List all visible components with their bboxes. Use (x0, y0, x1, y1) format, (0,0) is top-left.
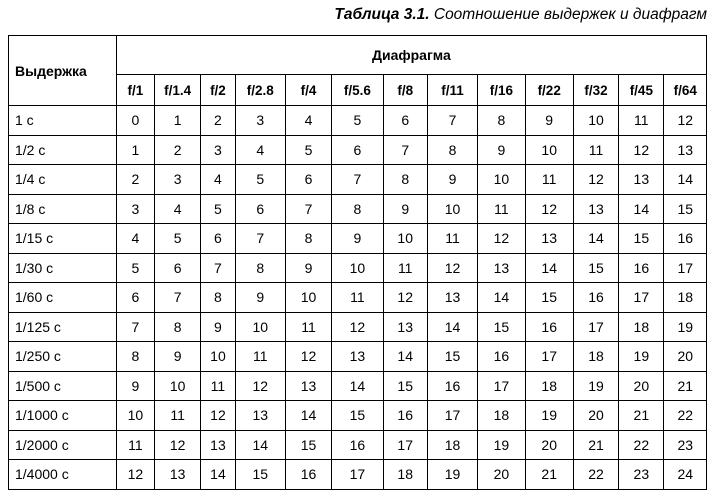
ev-value-cell: 14 (573, 224, 618, 254)
shutter-cell: 1/500 с (9, 371, 117, 401)
ev-value-cell: 3 (235, 106, 285, 136)
ev-value-cell: 10 (525, 135, 573, 165)
ev-value-cell: 7 (116, 312, 154, 342)
ev-value-cell: 12 (573, 165, 618, 195)
shutter-cell: 1 с (9, 106, 117, 136)
ev-value-cell: 12 (383, 283, 427, 313)
ev-value-cell: 5 (285, 135, 331, 165)
caption-number: Таблица 3.1. (334, 6, 430, 23)
ev-value-cell: 12 (427, 253, 477, 283)
caption-title: Соотношение выдержек и диафрагм (429, 6, 707, 23)
table-row (9, 342, 707, 372)
ev-value-cell: 13 (235, 401, 285, 431)
ev-value-cell: 5 (155, 224, 201, 254)
ev-value-cell: 0 (116, 106, 154, 136)
ev-value-cell: 13 (201, 430, 235, 460)
ev-value-cell: 1 (116, 135, 154, 165)
ev-value-cell: 5 (116, 253, 154, 283)
ev-value-cell: 14 (478, 283, 525, 313)
table-body (9, 106, 707, 490)
ev-value-cell: 21 (525, 460, 573, 490)
aperture-header-cell: f/22 (525, 75, 573, 106)
ev-value-cell: 18 (478, 401, 525, 431)
ev-value-cell: 19 (619, 342, 664, 372)
ev-value-cell: 9 (383, 194, 427, 224)
shutter-cell: 1/2 с (9, 135, 117, 165)
aperture-header-cell: f/2.8 (235, 75, 285, 106)
ev-value-cell: 3 (201, 135, 235, 165)
table-row (9, 224, 707, 254)
ev-value-cell: 15 (285, 430, 331, 460)
ev-value-cell: 6 (285, 165, 331, 195)
aperture-header-cell: f/32 (573, 75, 618, 106)
ev-value-cell: 10 (332, 253, 383, 283)
aperture-header-cell: f/64 (664, 75, 707, 106)
ev-value-cell: 9 (525, 106, 573, 136)
ev-value-cell: 5 (235, 165, 285, 195)
ev-value-cell: 19 (664, 312, 707, 342)
ev-value-cell: 24 (664, 460, 707, 490)
ev-value-cell: 17 (478, 371, 525, 401)
ev-value-cell: 16 (332, 430, 383, 460)
ev-value-cell: 21 (664, 371, 707, 401)
aperture-header-cell: f/45 (619, 75, 664, 106)
ev-value-cell: 8 (285, 224, 331, 254)
ev-value-cell: 2 (201, 106, 235, 136)
ev-value-cell: 20 (619, 371, 664, 401)
table-row (9, 165, 707, 195)
ev-value-cell: 17 (573, 312, 618, 342)
ev-value-cell: 17 (525, 342, 573, 372)
shutter-cell: 1/15 с (9, 224, 117, 254)
ev-value-cell: 18 (383, 460, 427, 490)
ev-value-cell: 23 (664, 430, 707, 460)
ev-value-cell: 8 (383, 165, 427, 195)
ev-value-cell: 18 (573, 342, 618, 372)
ev-value-cell: 8 (478, 106, 525, 136)
ev-value-cell: 8 (116, 342, 154, 372)
ev-value-cell: 8 (332, 194, 383, 224)
ev-value-cell: 9 (235, 283, 285, 313)
ev-value-cell: 12 (116, 460, 154, 490)
ev-value-cell: 12 (478, 224, 525, 254)
ev-value-cell: 7 (427, 106, 477, 136)
ev-value-cell: 14 (201, 460, 235, 490)
ev-value-cell: 13 (664, 135, 707, 165)
ev-value-cell: 15 (235, 460, 285, 490)
ev-value-cell: 17 (383, 430, 427, 460)
ev-value-cell: 19 (478, 430, 525, 460)
ev-value-cell: 15 (525, 283, 573, 313)
shutter-cell: 1/4 с (9, 165, 117, 195)
ev-value-cell: 18 (525, 371, 573, 401)
ev-value-cell: 16 (525, 312, 573, 342)
table-row (9, 312, 707, 342)
ev-value-cell: 4 (116, 224, 154, 254)
ev-value-cell: 4 (155, 194, 201, 224)
aperture-header-cell: f/16 (478, 75, 525, 106)
table-row (9, 194, 707, 224)
ev-value-cell: 12 (201, 401, 235, 431)
ev-value-cell: 14 (383, 342, 427, 372)
ev-value-cell: 20 (478, 460, 525, 490)
ev-value-cell: 8 (235, 253, 285, 283)
table-row (9, 283, 707, 313)
aperture-header-cell: f/11 (427, 75, 477, 106)
ev-value-cell: 13 (619, 165, 664, 195)
ev-value-cell: 15 (478, 312, 525, 342)
ev-value-cell: 20 (525, 430, 573, 460)
shutter-column-header: Выдержка (9, 36, 117, 106)
ev-value-cell: 16 (285, 460, 331, 490)
shutter-cell: 1/30 с (9, 253, 117, 283)
table-row (9, 460, 707, 490)
ev-value-cell: 16 (664, 224, 707, 254)
ev-value-cell: 7 (383, 135, 427, 165)
ev-value-cell: 1 (155, 106, 201, 136)
ev-value-cell: 12 (235, 371, 285, 401)
ev-value-cell: 14 (332, 371, 383, 401)
aperture-header-cell: f/4 (285, 75, 331, 106)
ev-value-cell: 10 (383, 224, 427, 254)
table-row (9, 135, 707, 165)
ev-value-cell: 11 (478, 194, 525, 224)
ev-value-cell: 2 (155, 135, 201, 165)
aperture-header-cell: f/1.4 (155, 75, 201, 106)
ev-value-cell: 17 (332, 460, 383, 490)
ev-value-cell: 15 (332, 401, 383, 431)
ev-value-cell: 4 (285, 106, 331, 136)
ev-value-cell: 10 (573, 106, 618, 136)
ev-value-cell: 13 (573, 194, 618, 224)
ev-value-cell: 11 (427, 224, 477, 254)
ev-value-cell: 18 (427, 430, 477, 460)
ev-value-cell: 11 (383, 253, 427, 283)
ev-value-cell: 15 (664, 194, 707, 224)
table-row (9, 430, 707, 460)
aperture-header-cell: f/1 (116, 75, 154, 106)
ev-value-cell: 8 (201, 283, 235, 313)
ev-value-cell: 12 (332, 312, 383, 342)
ev-value-cell: 11 (155, 401, 201, 431)
ev-value-cell: 20 (664, 342, 707, 372)
ev-value-cell: 10 (285, 283, 331, 313)
ev-value-cell: 12 (155, 430, 201, 460)
ev-value-cell: 3 (155, 165, 201, 195)
ev-value-cell: 6 (235, 194, 285, 224)
ev-value-cell: 4 (235, 135, 285, 165)
table-caption (334, 6, 707, 24)
ev-value-cell: 10 (155, 371, 201, 401)
ev-value-cell: 11 (525, 165, 573, 195)
table-row (9, 106, 707, 136)
ev-value-cell: 13 (332, 342, 383, 372)
ev-value-cell: 6 (116, 283, 154, 313)
ev-value-cell: 14 (235, 430, 285, 460)
ev-value-cell: 2 (116, 165, 154, 195)
ev-value-cell: 14 (664, 165, 707, 195)
ev-value-cell: 19 (427, 460, 477, 490)
ev-value-cell: 8 (155, 312, 201, 342)
ev-value-cell: 13 (383, 312, 427, 342)
ev-value-cell: 16 (573, 283, 618, 313)
ev-value-cell: 18 (619, 312, 664, 342)
ev-value-cell: 15 (383, 371, 427, 401)
ev-value-cell: 5 (201, 194, 235, 224)
ev-value-cell: 15 (427, 342, 477, 372)
ev-value-cell: 9 (427, 165, 477, 195)
ev-value-cell: 9 (116, 371, 154, 401)
ev-value-cell: 12 (525, 194, 573, 224)
aperture-header-cell: f/8 (383, 75, 427, 106)
ev-value-cell: 7 (285, 194, 331, 224)
aperture-header-cell: f/2 (201, 75, 235, 106)
shutter-cell: 1/125 с (9, 312, 117, 342)
ev-value-cell: 22 (573, 460, 618, 490)
shutter-cell: 1/8 с (9, 194, 117, 224)
ev-value-cell: 11 (201, 371, 235, 401)
ev-value-cell: 16 (383, 401, 427, 431)
ev-value-cell: 16 (478, 342, 525, 372)
ev-value-cell: 17 (664, 253, 707, 283)
ev-value-cell: 9 (155, 342, 201, 372)
ev-value-cell: 9 (332, 224, 383, 254)
ev-value-cell: 13 (427, 283, 477, 313)
ev-value-cell: 13 (525, 224, 573, 254)
ev-value-cell: 6 (155, 253, 201, 283)
ev-value-cell: 10 (478, 165, 525, 195)
ev-value-cell: 13 (155, 460, 201, 490)
ev-value-cell: 14 (427, 312, 477, 342)
ev-value-cell: 7 (235, 224, 285, 254)
shutter-cell: 1/250 с (9, 342, 117, 372)
ev-value-cell: 10 (427, 194, 477, 224)
ev-value-cell: 20 (573, 401, 618, 431)
aperture-header-cell: f/5.6 (332, 75, 383, 106)
shutter-cell: 1/4000 с (9, 460, 117, 490)
ev-value-cell: 19 (573, 371, 618, 401)
ev-value-cell: 6 (332, 135, 383, 165)
ev-value-cell: 9 (201, 312, 235, 342)
ev-value-cell: 17 (427, 401, 477, 431)
ev-value-cell: 21 (619, 401, 664, 431)
ev-value-cell: 13 (478, 253, 525, 283)
ev-value-cell: 22 (619, 430, 664, 460)
ev-value-cell: 14 (619, 194, 664, 224)
ev-value-cell: 12 (619, 135, 664, 165)
ev-value-cell: 5 (332, 106, 383, 136)
aperture-group-header: Диафрагма (116, 36, 706, 75)
ev-value-cell: 7 (201, 253, 235, 283)
ev-value-cell: 16 (427, 371, 477, 401)
ev-value-cell: 8 (427, 135, 477, 165)
ev-value-cell: 11 (235, 342, 285, 372)
ev-value-cell: 22 (664, 401, 707, 431)
ev-value-cell: 11 (332, 283, 383, 313)
ev-value-cell: 15 (573, 253, 618, 283)
ev-value-cell: 9 (478, 135, 525, 165)
ev-value-cell: 12 (285, 342, 331, 372)
ev-value-cell: 6 (383, 106, 427, 136)
ev-value-cell: 23 (619, 460, 664, 490)
ev-value-cell: 11 (619, 106, 664, 136)
header-row-top (9, 36, 707, 75)
ev-value-cell: 15 (619, 224, 664, 254)
ev-value-cell: 13 (285, 371, 331, 401)
ev-value-cell: 11 (285, 312, 331, 342)
ev-value-cell: 17 (619, 283, 664, 313)
ev-value-cell: 21 (573, 430, 618, 460)
ev-value-cell: 14 (285, 401, 331, 431)
ev-value-cell: 4 (201, 165, 235, 195)
ev-value-cell: 11 (116, 430, 154, 460)
ev-value-cell: 9 (285, 253, 331, 283)
ev-value-cell: 6 (201, 224, 235, 254)
table-row (9, 401, 707, 431)
ev-value-cell: 7 (155, 283, 201, 313)
shutter-cell: 1/2000 с (9, 430, 117, 460)
table-row (9, 253, 707, 283)
ev-value-cell: 12 (664, 106, 707, 136)
ev-value-cell: 16 (619, 253, 664, 283)
ev-value-cell: 11 (573, 135, 618, 165)
ev-value-cell: 3 (116, 194, 154, 224)
ev-value-cell: 14 (525, 253, 573, 283)
ev-value-cell: 7 (332, 165, 383, 195)
exposure-table (8, 35, 707, 490)
ev-value-cell: 10 (235, 312, 285, 342)
shutter-cell: 1/1000 с (9, 401, 117, 431)
ev-value-cell: 10 (201, 342, 235, 372)
shutter-cell: 1/60 с (9, 283, 117, 313)
ev-value-cell: 18 (664, 283, 707, 313)
table-row (9, 371, 707, 401)
ev-value-cell: 10 (116, 401, 154, 431)
ev-value-cell: 19 (525, 401, 573, 431)
